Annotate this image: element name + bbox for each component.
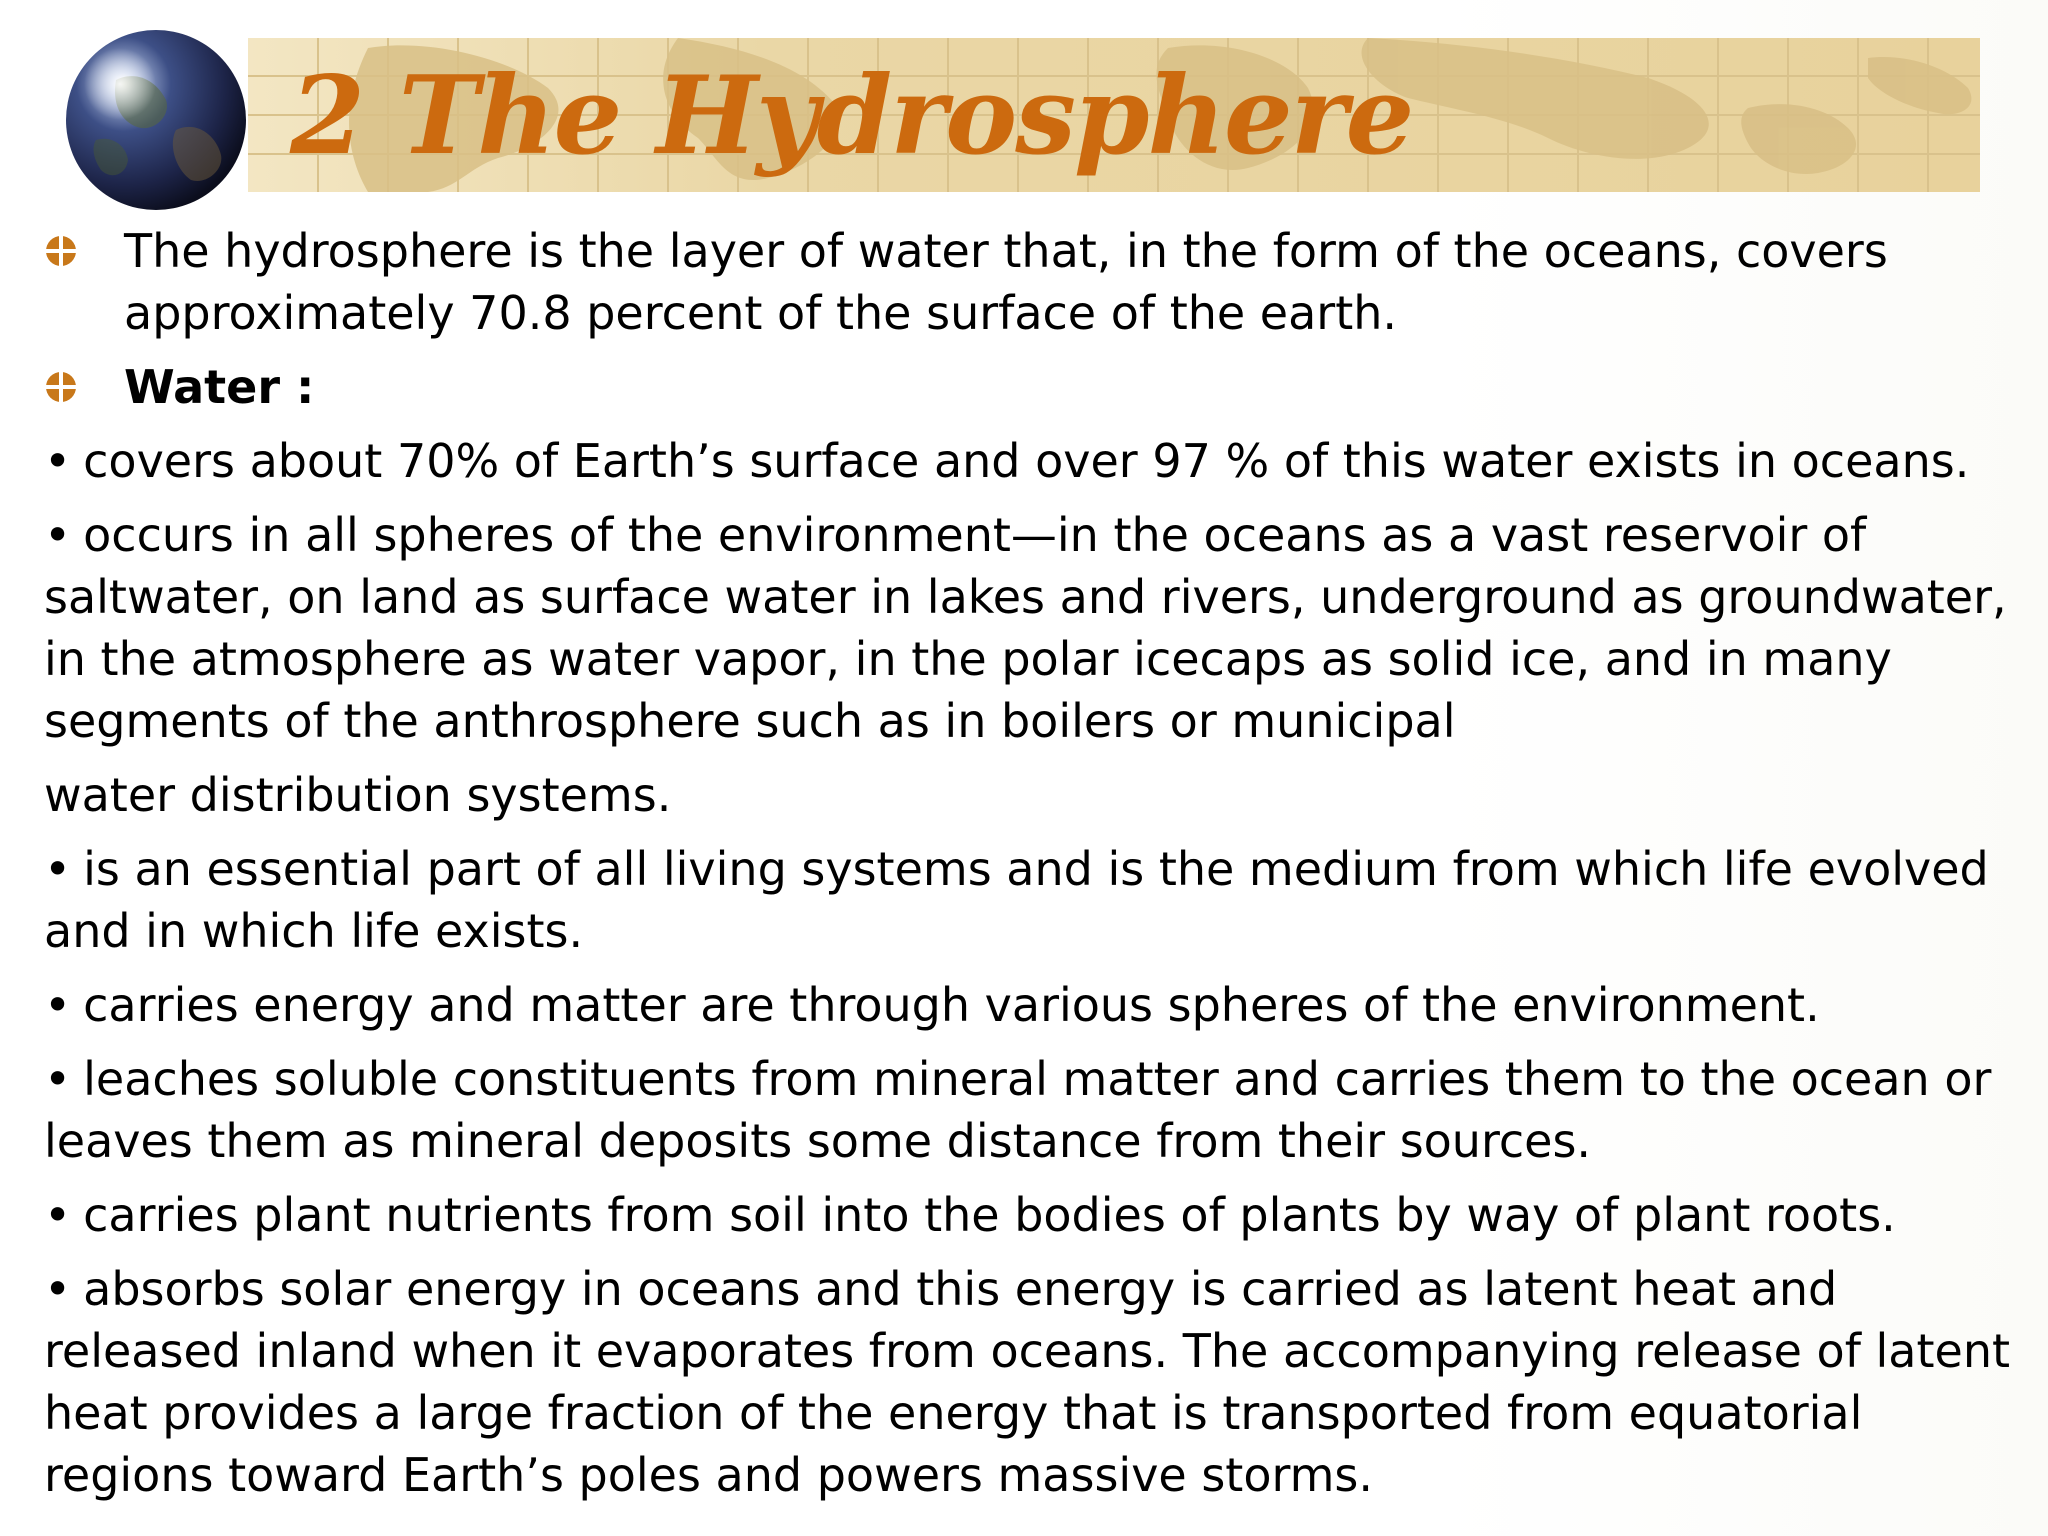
bullet-dot: • (44, 1188, 72, 1242)
crosshair-bullet-icon (44, 370, 78, 404)
list-item (44, 1048, 2024, 1172)
bullet-text: The hydrosphere is the layer of water that, in the form of the oceans, covers approximately 70.8 percent of the surface of the earth. (124, 224, 1888, 340)
item-text: occurs in all spheres of the environment—in the oceans as a vast reservoir of saltwater, on land as surface water in lakes and rivers, underground as groundwater, in the atmosphere as water vapor, in the polar icecaps as solid ice, and in many segments of the anthrosphere such as in boilers or municipal (44, 508, 2007, 748)
item-text: absorbs solar energy in oceans and this energy is carried as latent heat and released inland when it evaporates from oceans. The accompanying release of latent heat provides a large fraction of the energy that is transported from equatorial regions toward Earth’s poles and powers massive storms. (44, 1262, 2011, 1502)
list-item (44, 974, 2024, 1036)
continuation-line: water distribution systems. (44, 768, 672, 822)
list-item (44, 1258, 2024, 1506)
bullet-dot: • (44, 842, 72, 896)
bullet-dot: • (44, 978, 72, 1032)
crosshair-bullet-icon (44, 234, 78, 268)
list-item (44, 430, 2024, 492)
bullet-text: Water : (124, 360, 315, 414)
item-text: is an essential part of all living systems and is the medium from which life evolved and in which life exists. (44, 842, 1989, 958)
item-text: carries plant nutrients from soil into the bodies of plants by way of plant roots. (83, 1188, 1896, 1242)
item-text: carries energy and matter are through various spheres of the environment. (83, 978, 1820, 1032)
bullet-dot: • (44, 1052, 72, 1106)
page-title: 2 The Hydrosphere (290, 53, 1413, 179)
globe-icon (56, 20, 286, 220)
bullet-dot: • (44, 508, 72, 562)
slide-body (44, 220, 2024, 1518)
list-item (44, 838, 2024, 962)
list-item (44, 504, 2024, 752)
bullet-dot: • (44, 1262, 72, 1316)
bullet-dot: • (44, 434, 72, 488)
list-item (44, 356, 2024, 418)
list-item (44, 220, 2024, 344)
item-text: leaches soluble constituents from mineral matter and carries them to the ocean or leaves them as mineral deposits some distance from their sources. (44, 1052, 1992, 1168)
list-item (44, 1184, 2024, 1246)
item-text: covers about 70% of Earth’s surface and over 97 % of this water exists in oceans. (83, 434, 1970, 488)
